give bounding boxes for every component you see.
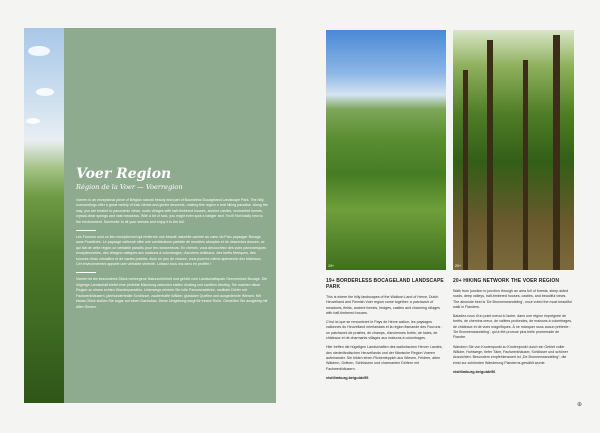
article-title-1 <box>326 278 446 290</box>
article-number: 19+ <box>326 278 335 284</box>
article-paragraph-fr: C'est ici que se rencontrent le Pays de Herve wallon, les paysages vallonnés du Heuvelland néerlandais et la région flamande des Fourons : un patchwork de prairies, de champs, d'anciennes forêts, de haies, de châteaux et de charmants villages aux maisons à colombages. <box>326 320 443 341</box>
article-column-2 <box>453 278 573 374</box>
landscape-photo-strip <box>24 28 64 403</box>
article-paragraph-de: Hier treffen die hügeligen Landschaften des wallonischen Herver Landes, des niederländischen Heuvellands und der flämische Region Voeren aufeinander. Sie bilden einen Flickenteppich aus Wiesen, Feldern, alten Wäldern, Gräben, Schlössern und charmanten Dörfern mit Fachwerkhäusern. <box>326 345 443 371</box>
guide-link-2[interactable]: visitlimburg.be/guide56 <box>453 369 496 374</box>
article-title-text: BORDERLESS BOCAGELAND LANDSCAPE PARK <box>326 278 444 290</box>
intro-paragraph-fr: Les Fourons sont un lieu exceptionnel qui renferme une beauté naturelle cachée au cœur du Parc paysager Bocage sans Frontières. Le paysage vallonné offre une combinaison parfaite de montées abruptes et de descentes douces, ce qui fait de cette région un véritable paradis pour les randonneurs. En chemin, vous découvrirez des vues panoramiques exceptionnelles, des villages rustiques aux maisons à colombages, d'anciens châteaux, des forêts féeriques, des sources d'eau cristalline et de vastes prairies. Avec un peu de chance, vous pourrez même apercevoir des blaireaux. Cet environnement apporte une véritable sérénité. Laissez tous vos sens en profiter ! <box>76 235 266 267</box>
photo-number-2: 20+ <box>455 264 462 268</box>
divider <box>76 272 96 273</box>
article-number: 20+ <box>453 278 462 284</box>
forest-path-photo <box>453 30 574 270</box>
photo-number-1: 19+ <box>328 264 335 268</box>
article-paragraph-fr: Baladez-vous d'un point nœud à l'autre, dans une région imprégnée de forêts, de chemins creux, de vallées profondes, de maisons à colombages, de châteaux et de vues magnifiques. À ne manquer sous aucun prétexte : 'De Bronnenwandeling', qui a été promue plus belle promenade de Flandre. <box>453 314 573 340</box>
intro-paragraph-en: Voeren is an exceptional piece of Belgian natural beauty and part of Boundless Bocageland Landscape Park. The hilly surroundings offer a great variety of lush climbs and gentle descents, making this region a real hiking paradise. Along the way, you are treated to panoramic views, rustic villages with half-timbered houses, ancient castles, enchanted forests, crystal-clear springs and vast meadows. With a bit of luck, you might even spot a badger and. You'll find totally new to the environment. Surrender to all your senses and enjoy it to the full. <box>76 198 268 224</box>
page-marker-icon: ⊕ <box>576 402 583 408</box>
article-paragraph-en: Walk from junction to junction through an area full of forests, steep-sided roads, deep valleys, half-timbered houses, castles, and beautiful views. The absolute best is 'De Bronnenwandeling', once voted the most beautiful walk in Flanders. <box>453 289 572 309</box>
article-title-text: HIKING NETWORK THE VOER REGION <box>463 278 560 284</box>
left-text-block <box>76 166 268 310</box>
intro-paragraph-de: Voeren ist ein besonderes Stück verborgene Naturschönheit und gehört zum Landschaftspark Grenzenlose Bocage. Die hügelige Landschaft bietet eine perfekte Mischung zwischen steilen Anstieg und sanftem Abstieg. Sie machen diese Region zu einem echten Wanderparadies. Unterwegs erleben Sie tolle Panoramablicke, rustikale Dörfer mit Fachwerkhäusern, jahrhundertealte Schlösser, zauberhafte Wälder, glasklare Quellen und ausgedehnte Wiesen. Mit etwas Glück stoßen Sie sogar auf einen Dachsbau. Diese Umgebung sorgt für innere Ruhe. Genießen Sie ausgiebig mit allen Sinnen. <box>76 277 268 309</box>
left-page-panel <box>24 28 276 403</box>
article-column-1 <box>326 278 446 380</box>
meadow-photo <box>326 30 446 270</box>
page-title: Voer Region <box>76 166 172 182</box>
page-subtitle: Région de la Voer — Voerregion <box>76 183 183 191</box>
divider <box>76 230 96 231</box>
guide-link-1[interactable]: visitlimburg.be/guide55 <box>326 375 369 380</box>
article-title-2 <box>453 278 573 284</box>
article-paragraph-en: This is where the hilly landscapes of the Walloon Land of Herve, Dutch Heuvelland and Flemish Voer region come together: a patchwork of meadows, fields, ancient forests, hedges, castles and charming villages with half-timbered houses. <box>326 295 440 315</box>
article-paragraph-de: Wandern Sie von Knotenpunkt zu Knotenpunkt durch ein Gebiet voller Wälder, Hohlwege, tiefer Täler, Fachwerkhäuser, Schlösser und schöner Aussichten. Besonders empfehlenswert ist „De Bronnenwandeling“, die einst zur schönsten Wanderung Flanderns gewählt wurde. <box>453 344 568 365</box>
